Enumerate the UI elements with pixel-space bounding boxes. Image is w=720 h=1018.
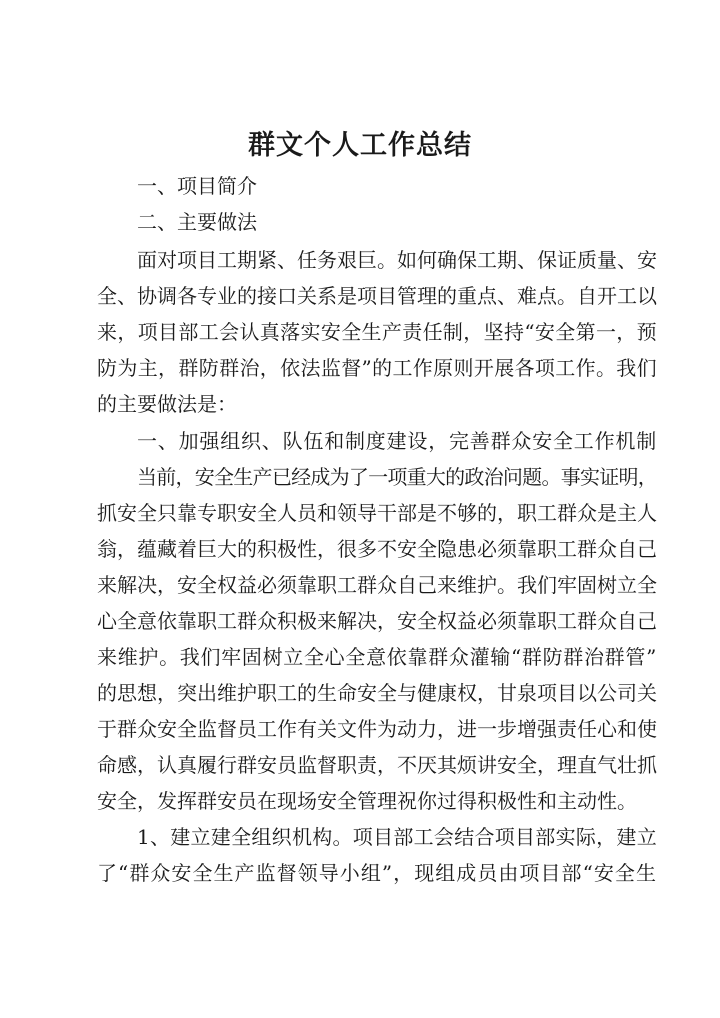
document-title: 群文个人工作总结	[248, 130, 472, 161]
text-line: 安全，发挥群安员在现场安全管理祝你过得积极性和主动性。	[97, 789, 637, 813]
text-line: 的思想，突出维护职工的生命安全与健康权，甘泉项目以公司关	[97, 681, 657, 705]
text-line: 1、建立建全组织机构。项目部工会结合项目部实际，建立	[137, 825, 657, 849]
text-line: 命感，认真履行群安员监督职责，不厌其烦讲安全，理直气壮抓	[97, 753, 657, 777]
text-line: 一、加强组织、队伍和制度建设，完善群众安全工作机制	[137, 429, 657, 453]
text-line: 抓安全只靠专职安全人员和领导干部是不够的，职工群众是主人	[97, 501, 657, 525]
text-line: 当前，安全生产已经成为了一项重大的政治问题。事实证明，	[137, 465, 657, 489]
text-line: 来，项目部工会认真落实安全生产责任制，坚持“安全第一，预	[97, 320, 657, 344]
text-line: 二、主要做法	[137, 210, 257, 234]
text-line: 翁，蕴藏着巨大的积极性，很多不安全隐患必须靠职工群众自己	[97, 537, 657, 561]
text-line: 来维护。我们牢固树立全心全意依靠群众灌输“群防群治群管”	[97, 645, 657, 669]
text-line: 面对项目工期紧、任务艰巨。如何确保工期、保证质量、安	[137, 248, 657, 272]
text-line: 的主要做法是：	[97, 392, 237, 416]
text-line: 防为主，群防群治，依法监督”的工作原则开展各项工作。我们	[97, 356, 657, 380]
text-line: 了“群众安全生产监督领导小组”，现组成员由项目部“安全生	[97, 861, 657, 885]
text-line: 于群众安全监督员工作有关文件为动力，进一步增强责任心和使	[97, 717, 657, 741]
text-line: 全、协调各专业的接口关系是项目管理的重点、难点。自开工以	[97, 284, 657, 308]
text-line: 一、项目简介	[137, 174, 257, 198]
text-line: 心全意依靠职工群众积极来解决，安全权益必须靠职工群众自己	[97, 609, 657, 633]
text-line: 来解决，安全权益必须靠职工群众自己来维护。我们牢固树立全	[97, 573, 657, 597]
